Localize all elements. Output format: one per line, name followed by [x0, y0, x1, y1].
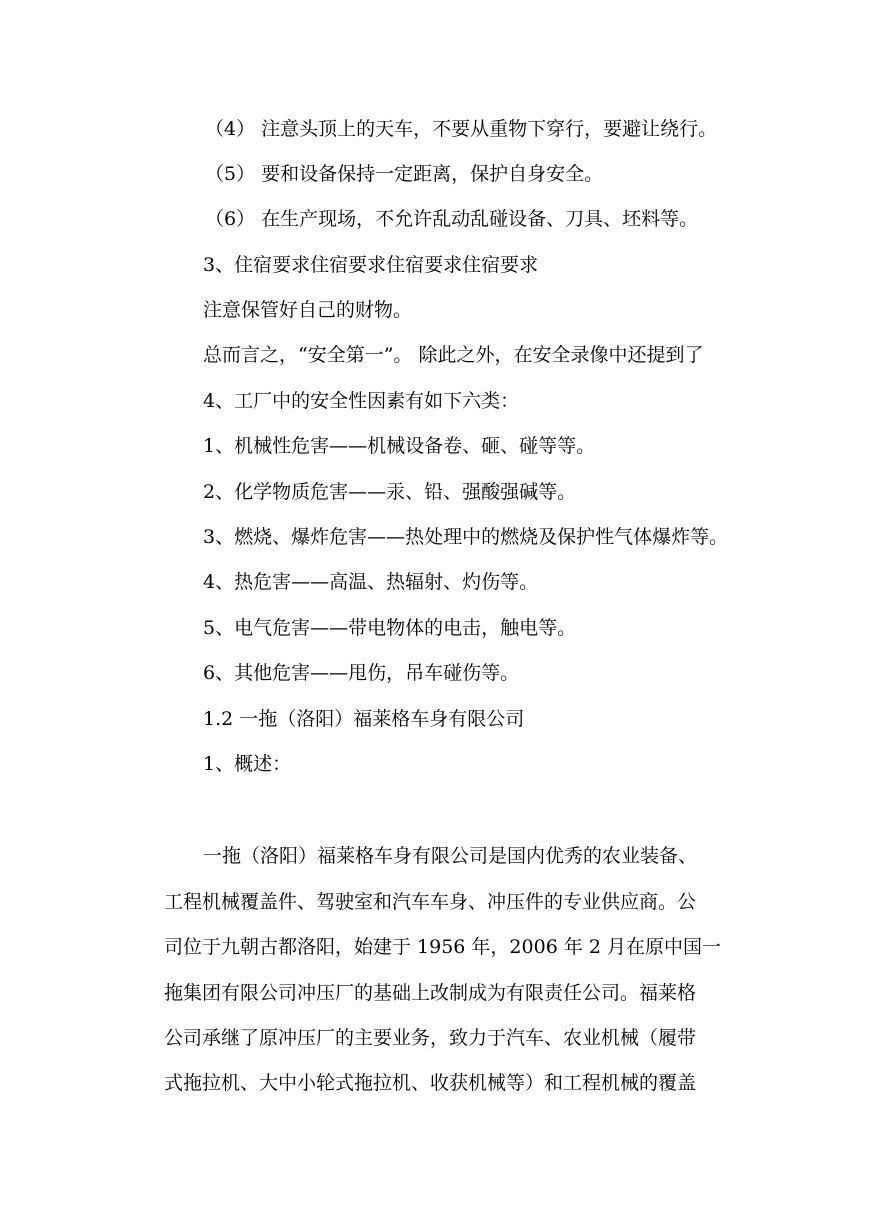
- paragraph-line: 公司承继了原冲压厂的主要业务，致力于汽车、农业机械（履带: [164, 1027, 697, 1049]
- text-line: 总而言之，“安全第一”。 除此之外，在安全录像中还提到了: [203, 344, 704, 366]
- hazard-item-2: 2、化学物质危害——汞、铅、强酸强碱等。: [203, 481, 577, 503]
- text-line: 注意保管好自己的财物。: [203, 299, 413, 321]
- safety-item-5: （5） 要和设备保持一定距离，保护自身安全。: [205, 163, 604, 185]
- safety-item-4: （4） 注意头顶上的天车，不要从重物下穿行，要避让绕行。: [205, 118, 718, 140]
- paragraph-line: 一拖（洛阳）福莱格车身有限公司是国内优秀的农业装备、: [203, 845, 698, 867]
- paragraph-line: 工程机械覆盖件、驾驶室和汽车车身、冲压件的专业供应商。公: [164, 891, 697, 913]
- section-4-heading: 4、工厂中的安全性因素有如下六类：: [203, 390, 520, 412]
- paragraph-line: 拖集团有限公司冲压厂的基础上改制成为有限责任公司。福莱格: [164, 982, 697, 1004]
- paragraph-line: 式拖拉机、大中小轮式拖拉机、收获机械等）和工程机械的覆盖: [164, 1072, 697, 1094]
- hazard-item-6: 6、其他危害——甩伤，吊车碰伤等。: [203, 662, 520, 684]
- overview-heading: 1、概述：: [203, 753, 292, 775]
- hazard-item-4: 4、热危害——高温、热辐射、灼伤等。: [203, 571, 539, 593]
- hazard-item-1: 1、机械性危害——机械设备卷、砸、碰等等。: [203, 435, 596, 457]
- safety-item-6: （6） 在生产现场，不允许乱动乱碰设备、刀具、坯料等。: [205, 208, 699, 230]
- paragraph-line: 司位于九朝古都洛阳，始建于 1956 年，2006 年 2 月在原中国一: [164, 936, 721, 958]
- hazard-item-3: 3、燃烧、爆炸危害——热处理中的燃烧及保护性气体爆炸等。: [203, 526, 729, 548]
- section-1-2-heading: 1.2 一拖（洛阳）福莱格车身有限公司: [203, 708, 525, 730]
- hazard-item-5: 5、电气危害——带电物体的电击，触电等。: [203, 617, 577, 639]
- section-3-heading: 3、住宿要求住宿要求住宿要求住宿要求: [203, 254, 539, 276]
